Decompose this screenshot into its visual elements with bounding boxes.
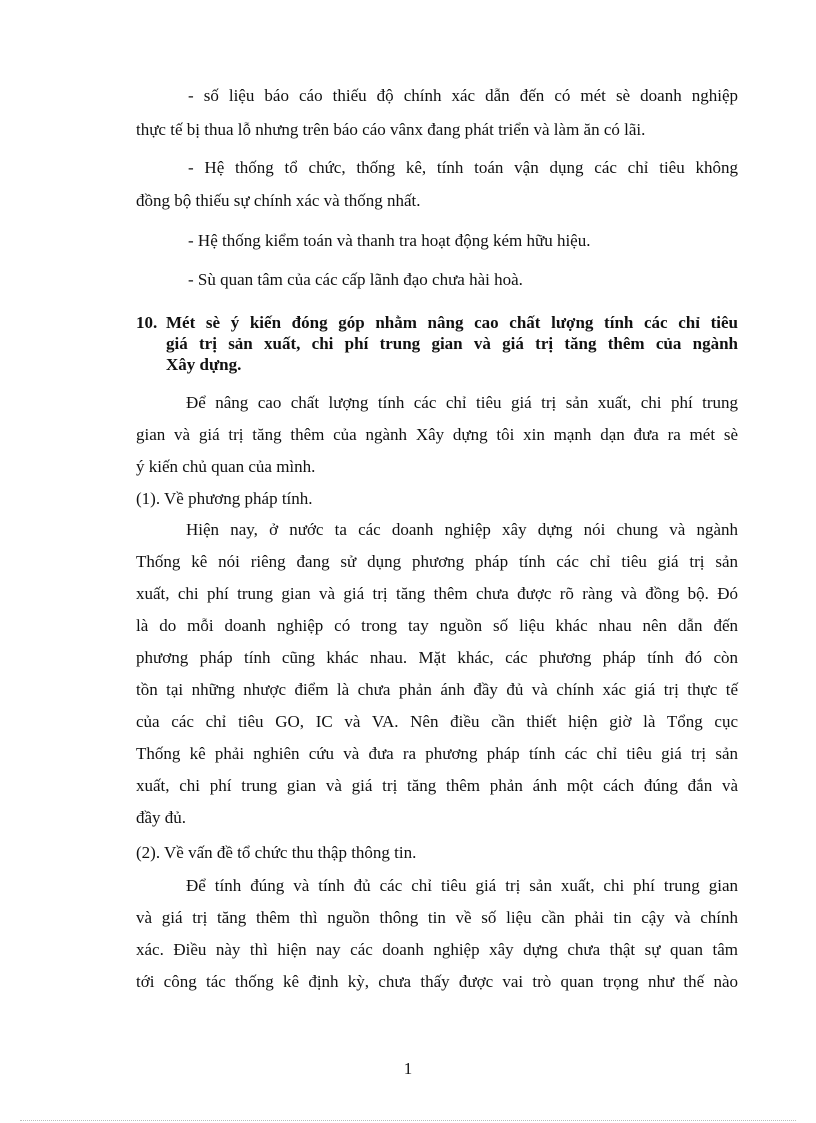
section-heading-line-2: giá trị sản xuất, chi phí trung gian và giá trị tăng thêm của ngành — [166, 334, 738, 353]
bullet-4: - Sù quan tâm của các cấp lãnh đạo chưa hài hoà. — [188, 270, 523, 289]
bullet-1-line-1: - số liệu báo cáo thiếu độ chính xác dẫn đến có mét sè doanh nghiệp — [188, 86, 738, 105]
bullet-3: - Hệ thống kiểm toán và thanh tra hoạt động kém hữu hiệu. — [188, 231, 591, 250]
subsection-2-line-3: xác. Điều này thì hiện nay các doanh nghiệp xây dựng chưa thật sự quan tâm — [136, 940, 738, 959]
intro-line-2: gian và giá trị tăng thêm của ngành Xây dựng tôi xin mạnh dạn đưa ra mét sè — [136, 425, 738, 444]
bullet-2-line-2: đồng bộ thiếu sự chính xác và thống nhất. — [136, 191, 421, 210]
subsection-2-line-1: Để tính đúng và tính đủ các chỉ tiêu giá trị sản xuất, chi phí trung gian — [186, 876, 738, 895]
subsection-2-title: (2). Về vấn đề tổ chức thu thập thông tin. — [136, 843, 417, 862]
subsection-1-line-6: tồn tại những nhược điểm là chưa phản ánh đầy đủ và chính xác giá trị thực tế — [136, 680, 738, 699]
subsection-1-line-1: Hiện nay, ở nước ta các doanh nghiệp xây dựng nói chung và ngành — [186, 520, 738, 539]
subsection-1-line-8: Thống kê phải nghiên cứu và đưa ra phương pháp tính các chỉ tiêu giá trị sản — [136, 744, 738, 763]
subsection-1-line-7: của các chỉ tiêu GO, IC và VA. Nên điều cần thiết hiện giờ là Tổng cục — [136, 712, 738, 731]
intro-line-1: Để nâng cao chất lượng tính các chỉ tiêu giá trị sản xuất, chi phí trung — [186, 393, 738, 412]
subsection-1-title: (1). Về phương pháp tính. — [136, 489, 313, 508]
subsection-1-line-2: Thống kê nói riêng đang sử dụng phương pháp tính các chỉ tiêu giá trị sản — [136, 552, 738, 571]
subsection-1-line-5: phương pháp tính cũng khác nhau. Mặt khác, các phương pháp tính đó còn — [136, 648, 738, 667]
page-bottom-divider — [20, 1120, 796, 1121]
intro-line-3: ý kiến chủ quan của mình. — [136, 457, 316, 476]
subsection-2-line-4: tới công tác thống kê định kỳ, chưa thấy được vai trò quan trọng như thế nào — [136, 972, 738, 991]
section-heading-line-3: Xây dựng. — [166, 355, 242, 374]
section-heading-number: 10. — [136, 313, 158, 332]
bullet-2-line-1: - Hệ thống tổ chức, thống kê, tính toán vận dụng các chỉ tiêu không — [188, 158, 738, 177]
bullet-1-line-2: thực tế bị thua lỗ nhưng trên báo cáo vânx đang phát triển và làm ăn có lãi. — [136, 120, 646, 139]
subsection-1-line-9: xuất, chi phí trung gian và giá trị tăng thêm phản ánh một cách đúng đắn và — [136, 776, 738, 795]
subsection-1-line-10: đầy đủ. — [136, 808, 187, 827]
subsection-1-line-4: là do mỗi doanh nghiệp có trong tay nguồn số liệu khác nhau nên dẫn đến — [136, 616, 738, 635]
page-number: 1 — [403, 1059, 413, 1078]
subsection-1-line-3: xuất, chi phí trung gian và giá trị tăng thêm chưa được rõ ràng và đồng bộ. Đó — [136, 584, 738, 603]
section-heading-line-1: Mét sè ý kiến đóng góp nhằm nâng cao chất lượng tính các chỉ tiêu — [166, 313, 738, 332]
subsection-2-line-2: và giá trị tăng thêm thì nguồn thông tin về số liệu cần phải tin cậy và chính — [136, 908, 738, 927]
